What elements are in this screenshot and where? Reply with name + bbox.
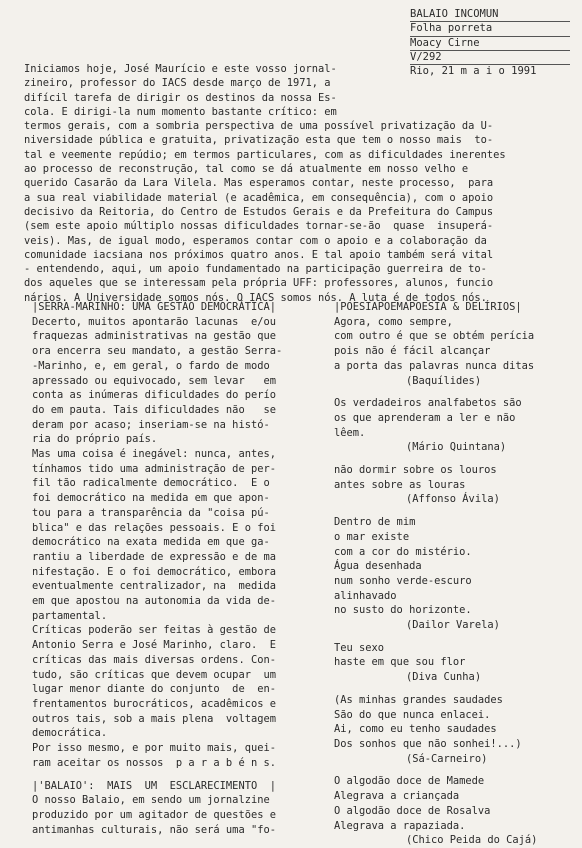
poem-line: antes sobre as louras (334, 478, 466, 491)
poem-line: O algodão doce de Rosalva (334, 804, 491, 817)
poem-line: Dos sonhos que não sonhei!...) (334, 737, 522, 750)
poem-line: alinhavado (334, 589, 397, 602)
poem-spacer (334, 455, 570, 463)
masthead-subtitle: Folha porreta (410, 22, 570, 36)
intro-line: comunidade iacsiana nos próximos quatro anos. E tal apoio também será vital (24, 248, 494, 261)
masthead-title: BALAIO INCOMUN (410, 8, 570, 22)
poem-line: lêem. (334, 426, 366, 439)
poem-line: no susto do horizonte. (334, 604, 472, 617)
article-line: outros tais, sob a mais plena voltagem (32, 712, 276, 725)
article-line: eventualmente centralizador, na medida (32, 580, 276, 593)
poem-credit: (Mário Quintana) (406, 441, 507, 454)
article-line: blica" e das relações pessoais. E o foi (32, 521, 276, 534)
poem-line: pois não é fácil alcançar (334, 345, 491, 358)
article-line: Mas uma coisa é inegável: nunca, antes, (32, 448, 276, 461)
article-line: foi democrático na medida em que apon- (32, 492, 270, 505)
poem-spacer (334, 766, 570, 774)
article-line: em que apostou na autonomia da vida de- (32, 595, 276, 608)
article-line: Decerto, muitos apontarão lacunas e/ou (32, 315, 276, 328)
poem-line: Água desenhada (334, 560, 422, 573)
poem-credit: (Chico Peida do Cajá) (406, 834, 538, 847)
intro-line: tal e veemente repúdio; em termos particulares, com as dificuldades inerentes (24, 148, 506, 161)
poem-line: Teu sexo (334, 641, 385, 654)
intro-line: veis). Mas, de igual modo, esperamos contar com o apoio e a colaboração da (24, 234, 487, 247)
poem-line: Alegrava a criançada (334, 790, 460, 803)
poem-credit: (Affonso Ávila) (406, 493, 500, 506)
masthead-date: Rio, 21 m a i o 1991 (410, 65, 537, 78)
article-line: Por isso mesmo, e por muito mais, quei- (32, 742, 276, 755)
poem-line: (As minhas grandes saudades (334, 693, 503, 706)
intro-line: zineiro, professor do IACS desde março de 1971, a (24, 77, 331, 90)
poem-line: O algodão doce de Mamede (334, 775, 485, 788)
poem-line: com a cor do mistério. (334, 545, 472, 558)
intro-line: (sem este apoio múltiplo nossas dificuldades tornar-se-ão quase insuperá- (24, 220, 494, 233)
poem-credit: (Baquílides) (406, 374, 482, 387)
article-line: do em pauta. Tais dificuldades não se (32, 403, 276, 416)
intro-line: - entendendo, aqui, um apoio fundamentado na participação guerreira de to- (24, 263, 487, 276)
article-line: tudo, são críticas que devem ocupar um (32, 668, 276, 681)
article-line: deram por acaso; inseriam-se na histó- (32, 418, 270, 431)
article-line: apressado ou equivocado, sem levar em (32, 374, 276, 387)
poem-spacer (334, 388, 570, 396)
intro-line: termos gerais, com a sombria perspectiva de uma possível privatização da U- (24, 120, 494, 133)
article-line: ram aceitar os nossos p a r a b é n s. (32, 756, 276, 769)
article-line: ora encerra seu mandato, a gestão Serra- (32, 345, 283, 358)
article-line: conta as inúmeras dificuldades do perío (32, 389, 276, 402)
section-heading-serra-marinho: |SERRA-MARINHO: UMA GESTÃO DEMOCRÁTICA| (32, 301, 276, 313)
intro-line: difícil tarefa de dirigir os destinos da nossa Es- (24, 91, 337, 104)
article-line: Críticas poderão ser feitas à gestão de (32, 624, 276, 637)
article-line: democrática. (32, 727, 108, 740)
article-line: Antonio Serra e José Marinho, claro. E (32, 639, 276, 652)
poem-credit: (Dailor Varela) (406, 619, 500, 632)
article-line: rantiu a liberdade de expressão e de ma (32, 550, 276, 563)
poem-line: Agora, como sempre, (334, 315, 453, 328)
poem-spacer (334, 633, 570, 641)
intro-line: cola. E dirigi-la num momento bastante crítico: em (24, 105, 337, 118)
intro-line: Iniciamos hoje, José Maurício e este vosso jornal- (24, 63, 337, 75)
article-line: antimanhas culturais, não será uma "fo- (32, 823, 276, 836)
poem-line: Alegrava a rapaziada. (334, 819, 466, 832)
article-line: nifestação. E o foi democrático, embora (32, 565, 276, 578)
poem-line: Ai, como eu tenho saudades (334, 723, 497, 736)
article-line: lugar menor diante do conjunto de en- (32, 683, 276, 696)
article-line: fraquezas administrativas na gestão que (32, 330, 276, 343)
masthead-issue: V/292 (410, 51, 570, 65)
poem-credit: (Diva Cunha) (406, 671, 482, 684)
intro-paragraph (24, 62, 569, 305)
poem-spacer (334, 507, 570, 515)
intro-line: niversidade pública e gratuita, privatização esta que tem o nosso mais to- (24, 134, 494, 147)
poem-line: haste em que sou flor (334, 656, 466, 669)
intro-line: decisivo da Reitoria, do Centro de Estudos Gerais e da Prefeitura do Campus (24, 205, 494, 218)
poem-line: não dormir sobre os louros (334, 464, 497, 477)
intro-line: a sua real viabilidade material (e acadêmica, em consequência), com o apoio (24, 191, 494, 204)
section-spacer (32, 771, 312, 779)
poem-line: São do que nunca enlacei. (334, 708, 491, 721)
left-column (32, 300, 312, 837)
section-heading-poesia: |POESIAPOEMAPOESIA & DELÍRIOS| (334, 301, 522, 313)
section-heading-balaio: |'BALAIO': MAIS UM ESCLARECIMENTO | (32, 779, 276, 792)
article-line: partamental. (32, 609, 108, 622)
poem-line: o mar existe (334, 530, 410, 543)
poem-line: com outro é que se obtém perícia (334, 330, 535, 343)
article-line: tou para a transparência da "coisa pú- (32, 506, 270, 519)
intro-line: nários. A Universidade somos nós. O IACS somos nós. A luta é de todos nós. (24, 291, 487, 304)
intro-line: ao processo de reconstrução, tal como se dá atualmente em nosso velho e (24, 163, 469, 176)
article-line: críticas das mais diversas ordens. Con- (32, 653, 276, 666)
right-column (334, 300, 570, 848)
article-line: fil tão radicalmente democrático. E o (32, 477, 270, 490)
article-line: produzido por um agitador de questões e (32, 808, 276, 821)
intro-line: dos aqueles que se interessam pela própria UFF: professores, alunos, funcio (24, 277, 494, 290)
poem-line: os que aprenderam a ler e não (334, 411, 516, 424)
masthead-author: Moacy Cirne (410, 37, 570, 51)
poem-line: a porta das palavras nunca ditas (334, 359, 535, 372)
article-line: ria do próprio país. (32, 433, 158, 446)
poem-line: Os verdadeiros analfabetos são (334, 397, 522, 410)
article-line: -Marinho, e, em geral, o fardo de modo (32, 359, 270, 372)
article-line: frentamentos burocráticos, acadêmicos e (32, 697, 276, 710)
article-line: tínhamos tido uma administração de per- (32, 462, 276, 475)
poem-line: num sonho verde-escuro (334, 574, 472, 587)
article-line: democrático na exata medida em que ga- (32, 536, 270, 549)
poem-line: Dentro de mim (334, 516, 416, 529)
poem-spacer (334, 685, 570, 693)
article-line: O nosso Balaio, em sendo um jornalzine (32, 794, 270, 807)
intro-line: querido Casarão da Lara Vilela. Mas esperamos contar, neste processo, para (24, 177, 494, 190)
poem-credit: (Sá-Carneiro) (406, 752, 488, 765)
